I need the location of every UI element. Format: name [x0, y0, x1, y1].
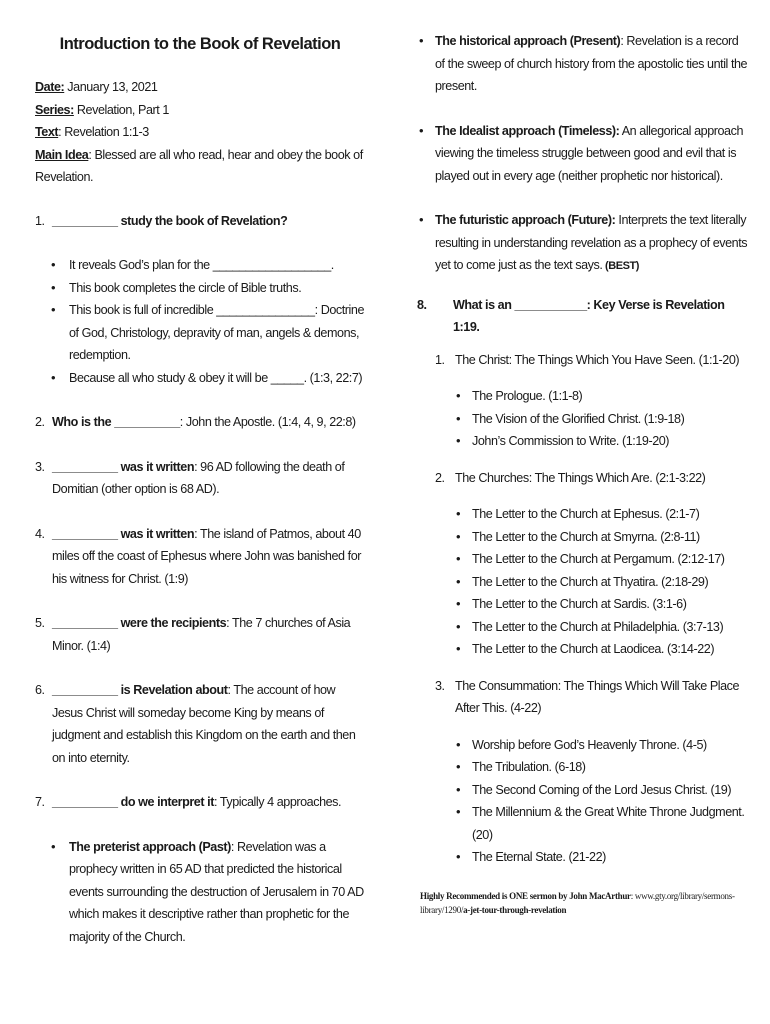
- list-item: • The Vision of the Glorified Christ. (1:9-18): [455, 408, 748, 431]
- question-6-heading: __________ is Revelation about: [52, 683, 228, 697]
- section-title: The Christ: The Things Which You Have Seen. (1:1-20): [455, 352, 740, 367]
- outline-section-2-items: [455, 503, 748, 661]
- text-value: : Revelation 1:1-3: [58, 125, 149, 139]
- approach-idealist: [418, 120, 748, 188]
- text-label: Text: [35, 125, 59, 139]
- question-2-heading: Who is the __________: [52, 415, 180, 429]
- list-item: • This book is full of incredible _______________: Doctrine of God, Christology, depravity of man, angels & demons, redemption.: [35, 299, 365, 367]
- best-tag: (BEST): [602, 260, 639, 272]
- question-number: 6.: [35, 683, 45, 697]
- section-number: 3.: [435, 678, 445, 693]
- question-2-body: [52, 411, 365, 434]
- approach-list-left: [35, 836, 365, 949]
- approach-description: An allegorical approach viewing the timeless struggle between good and evil that is played out in every age (neither prophetic nor historical).: [435, 123, 743, 183]
- recommendation-note: [420, 889, 735, 917]
- list-item: • The Letter to the Church at Philadelphia. (3:7-13): [455, 616, 748, 639]
- question-number: 1.: [35, 213, 45, 228]
- question-7-answer: : Typically 4 approaches.: [213, 795, 342, 809]
- series-label: Series:: [35, 102, 74, 117]
- question-8: [417, 294, 748, 339]
- question-3-heading: __________ was it written: [52, 459, 195, 474]
- list-item: • It reveals God’s plan for the __________________.: [35, 254, 365, 277]
- question-5: [35, 612, 365, 657]
- question-number: 7.: [35, 795, 45, 809]
- list-item: • The Second Coming of the Lord Jesus Christ. (19): [455, 779, 748, 802]
- list-item: • Because all who study & obey it will be _____. (1:3, 22:7): [35, 367, 365, 390]
- approach-preterist: [35, 836, 365, 949]
- main-idea-label: Main Idea: [35, 147, 89, 162]
- question-3-body: [52, 456, 365, 501]
- list-item: • The Letter to the Church at Pergamum. (2:12-17): [455, 548, 748, 571]
- question-2-answer: : John the Apostle. (1:4, 4, 9, 22:8): [179, 415, 356, 429]
- section-title: The Consummation: The Things Which Will Take Place After This. (4-22): [455, 678, 740, 715]
- approach-name: The preterist approach (Past): [69, 839, 231, 854]
- question-1: [35, 210, 365, 233]
- left-column: [35, 30, 365, 948]
- approach-list-right: [418, 30, 748, 278]
- date-label: Date:: [35, 80, 65, 94]
- list-item: • The Letter to the Church at Smyrna. (2:8-11): [455, 526, 748, 549]
- question-4: [35, 523, 365, 591]
- list-item: • The Letter to the Church at Sardis. (3:1-6): [455, 593, 748, 616]
- question-number: 5.: [35, 616, 45, 630]
- recommendation-url: : www.gty.org/library/sermons-library/1290/: [420, 890, 735, 915]
- list-item: • The Letter to the Church at Thyatira. (2:18-29): [455, 571, 748, 594]
- approach-description: : Revelation is a record of the sweep of church history from the apostolic ties until the present.: [435, 34, 748, 93]
- question-5-answer: : The 7 churches of Asia Minor. (1:4): [52, 616, 351, 653]
- list-item: • The Tribulation. (6-18): [455, 756, 748, 779]
- question-3-answer: : 96 AD following the death of Domitian (other option is 68 AD).: [52, 459, 345, 496]
- approach-futuristic: [418, 209, 748, 278]
- outline-section-2: [418, 467, 748, 490]
- outline-section-1-items: [455, 385, 748, 453]
- question-4-answer: : The island of Patmos, about 40 miles off the coast of Ephesus where John was banished for his witness for Christ. (1:9): [52, 526, 361, 586]
- date-value: January 13, 2021: [64, 80, 158, 94]
- text-line: [35, 121, 365, 144]
- list-item: • The Letter to the Church at Ephesus. (2:1-7): [455, 503, 748, 526]
- series-line: [35, 99, 365, 122]
- main-idea-line: [35, 144, 365, 189]
- approach-name: The historical approach (Present): [435, 34, 621, 48]
- main-idea-value: : Blessed are all who read, hear and obey the book of Revelation.: [35, 147, 363, 184]
- question-number: 2.: [35, 415, 45, 429]
- outline-section-1: [418, 349, 748, 372]
- question-1-heading: __________ study the book of Revelation?: [52, 213, 288, 228]
- right-column: [418, 30, 748, 917]
- section-number: 2.: [435, 470, 445, 485]
- list-item: • The Prologue. (1:1-8): [455, 385, 748, 408]
- question-7-body: [52, 791, 365, 814]
- question-number: 3.: [35, 459, 45, 474]
- approach-description: : Revelation was a prophecy written in 65 AD that predicted the historical events surrounding the destruction of Jerusalem in 70 AD which makes it descriptive rather than prophetic for the majority of the Church.: [69, 839, 364, 944]
- question-number: 4.: [35, 526, 45, 541]
- date-line: [35, 76, 365, 99]
- question-2: [35, 411, 365, 434]
- sermon-meta: [35, 76, 365, 189]
- question-6-answer: : The account of how Jesus Christ will someday become King by means of judgment and establish this Kingdom on the earth and then on into eternity.: [52, 683, 356, 765]
- recommendation-intro: Highly Recommended is ONE sermon by John MacArthur: [420, 890, 631, 901]
- approach-name: The Idealist approach (Timeless):: [435, 123, 620, 138]
- question-7-heading: __________ do we interpret it: [52, 795, 214, 809]
- question-6: [35, 679, 365, 769]
- list-item: • This book completes the circle of Bible truths.: [35, 277, 365, 300]
- question-7: [35, 791, 365, 814]
- question-6-body: [52, 679, 365, 769]
- approach-historical: [418, 30, 748, 98]
- question-4-heading: __________ was it written: [52, 526, 195, 541]
- approach-description: Interprets the text literally resulting in understanding revelation as a prophecy of events yet to come just as the text says.: [435, 213, 748, 272]
- list-item: • The Eternal State. (21-22): [455, 846, 748, 869]
- recommendation-url-slug: a-jet-tour-through-revelation: [463, 904, 567, 915]
- question-4-body: [52, 523, 365, 591]
- list-item: • John’s Commission to Write. (1:19-20): [455, 430, 748, 453]
- question-3: [35, 456, 365, 501]
- outline-section-3-items: [455, 734, 748, 869]
- list-item: • The Letter to the Church at Laodicea. (3:14-22): [455, 638, 748, 661]
- section-number: 1.: [435, 352, 445, 367]
- question-number: 8.: [417, 297, 427, 312]
- outline-section-3: [418, 675, 748, 720]
- series-value: Revelation, Part 1: [73, 102, 169, 117]
- list-item: • The Millennium & the Great White Throne Judgment. (20): [455, 801, 748, 846]
- approach-name: The futuristic approach (Future):: [435, 213, 616, 227]
- question-5-heading: __________ were the recipients: [52, 616, 227, 630]
- section-title: The Churches: The Things Which Are. (2:1-3:22): [455, 470, 706, 485]
- question-5-body: [52, 612, 365, 657]
- question-1-bullets: [35, 254, 365, 389]
- page-title: Introduction to the Book of Revelation: [59, 35, 341, 53]
- question-8-heading: What is an ___________: Key Verse is Revelation 1:19.: [453, 297, 725, 334]
- list-item: • Worship before God’s Heavenly Throne. (4-5): [455, 734, 748, 757]
